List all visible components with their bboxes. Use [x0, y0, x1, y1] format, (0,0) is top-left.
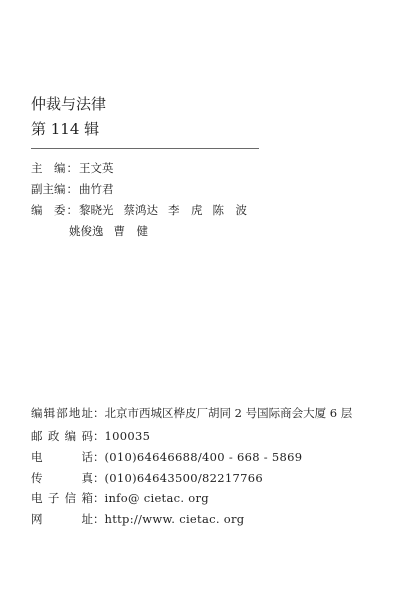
separator: ： [93, 429, 105, 443]
separator: ： [66, 182, 78, 196]
email-label: 电 子 信 箱 [31, 491, 93, 505]
board-member: 蔡鸿达 [123, 203, 158, 217]
postcode-line [31, 428, 150, 444]
website-value: http://www. cietac. org [104, 512, 245, 526]
address-value: 北京市西城区桦皮厂胡同 2 号国际商会大厦 6 层 [104, 406, 353, 420]
editor-label: 主 编 [31, 161, 66, 175]
editorial-board-label: 编 委 [31, 203, 66, 217]
journal-title: 仲裁与法律 [31, 95, 107, 113]
separator: ： [93, 491, 105, 505]
deputy-editor-name: 曲竹君 [79, 182, 114, 196]
address-line [31, 405, 352, 421]
journal-issue-number: 第 114 辑 [31, 120, 100, 138]
email-value: info@ cietac. org [104, 491, 209, 505]
website-label: 网 址 [31, 512, 93, 526]
address-label: 编辑部地址 [31, 406, 93, 420]
editorial-board-line-continued [69, 223, 158, 239]
editorial-board-line [31, 202, 257, 218]
separator: ： [93, 450, 105, 464]
editor-name: 王文英 [79, 161, 114, 175]
title-divider [31, 148, 259, 149]
separator: ： [93, 512, 105, 526]
board-member: 姚俊逸 [69, 224, 104, 238]
board-member: 黎晓光 [79, 203, 114, 217]
fax-line [31, 470, 263, 486]
phone-line [31, 449, 302, 465]
website-line [31, 511, 244, 527]
email-line [31, 490, 209, 506]
phone-value: (010)64646688/400 - 668 - 5869 [104, 450, 303, 464]
fax-value: (010)64643500/82217766 [104, 471, 263, 485]
deputy-editor-line [31, 181, 114, 197]
separator: ： [93, 471, 105, 485]
deputy-editor-label: 副主编 [31, 182, 66, 196]
separator: ： [66, 161, 78, 175]
board-member: 曹 健 [113, 224, 148, 238]
separator: ： [66, 203, 78, 217]
postcode-label: 邮 政 编 码 [31, 429, 93, 443]
board-member: 李 虎 [168, 203, 203, 217]
phone-label: 电 话 [31, 450, 93, 464]
editor-in-chief-line [31, 160, 114, 176]
board-member: 陈 波 [212, 203, 247, 217]
separator: ： [93, 406, 105, 420]
fax-label: 传 真 [31, 471, 93, 485]
postcode-value: 100035 [104, 429, 151, 443]
